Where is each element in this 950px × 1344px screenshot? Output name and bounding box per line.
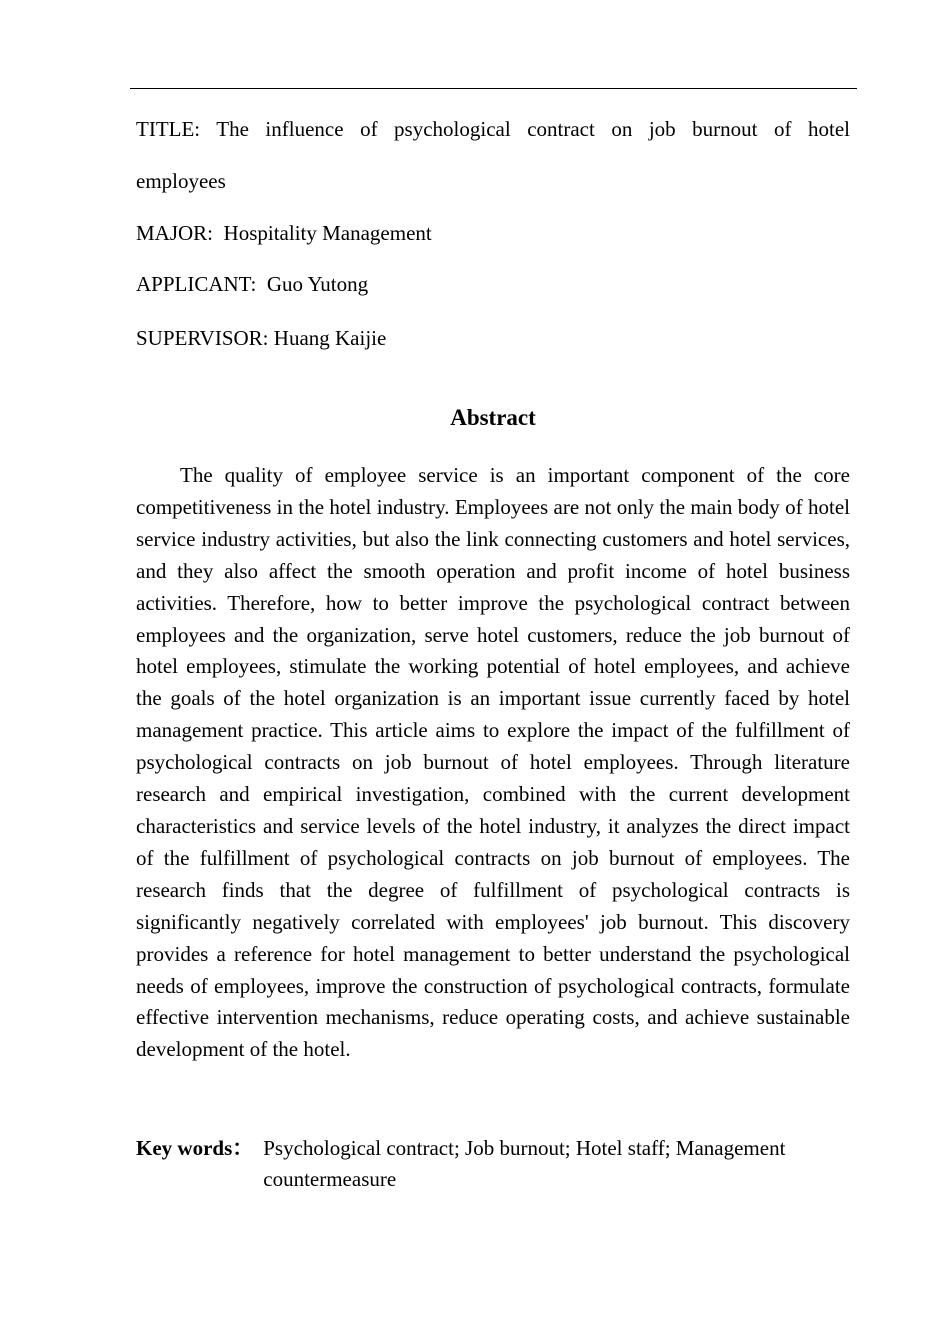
title-value: The influence of psychological contract on job burnout of hotel xyxy=(216,117,850,141)
applicant-value: Guo Yutong xyxy=(266,272,369,296)
applicant-line xyxy=(136,271,850,297)
keywords-text: Psychological contract; Job burnout; Hotel staff; Management countermeasure xyxy=(263,1136,786,1191)
applicant-label: APPLICANT: xyxy=(136,272,257,296)
abstract-heading: Abstract xyxy=(450,405,536,430)
title-value-continued: employees xyxy=(136,169,226,193)
major-value: Hospitality Management xyxy=(223,221,432,245)
keywords-section xyxy=(136,1133,850,1195)
major-label: MAJOR: xyxy=(136,221,214,245)
supervisor-label: SUPERVISOR: xyxy=(136,326,269,350)
abstract-body: The quality of employee service is an important component of the core competitiveness in the hotel industry. Employees are not only the main body of hotel service industry activities, but also the link connecting customers and hotel services, and they also affect the smooth operation and profit income of hotel business activities. Therefore, how to better improve the psychological contract between employees and the organization, serve hotel customers, reduce the job burnout of hotel employees, stimulate the working potential of hotel employees, and achieve the goals of the hotel organization is an important issue currently faced by hotel management practice. This article aims to explore the impact of the fulfillment of psychological contracts on job burnout of hotel employees. Through literature research and empirical investigation, combined with the current development characteristics and service levels of the hotel industry, it analyzes the direct impact of the fulfillment of psychological contracts on job burnout of employees. The research finds that the degree of fulfillment of psychological contracts is significantly negatively correlated with employees' job burnout. This discovery provides a reference for hotel management to better understand the psychological needs of employees, improve the construction of psychological contracts, formulate effective intervention mechanisms, reduce operating costs, and achieve sustainable development of the hotel. xyxy=(136,463,850,1062)
major-line xyxy=(136,220,850,246)
title-line xyxy=(136,116,850,142)
supervisor-line xyxy=(136,325,850,351)
supervisor-value: Huang Kaijie xyxy=(273,326,387,350)
title-label: TITLE: xyxy=(136,117,201,141)
header-rule xyxy=(130,88,857,89)
keywords-label: Key words： xyxy=(136,1136,254,1160)
title-continuation xyxy=(136,168,850,194)
